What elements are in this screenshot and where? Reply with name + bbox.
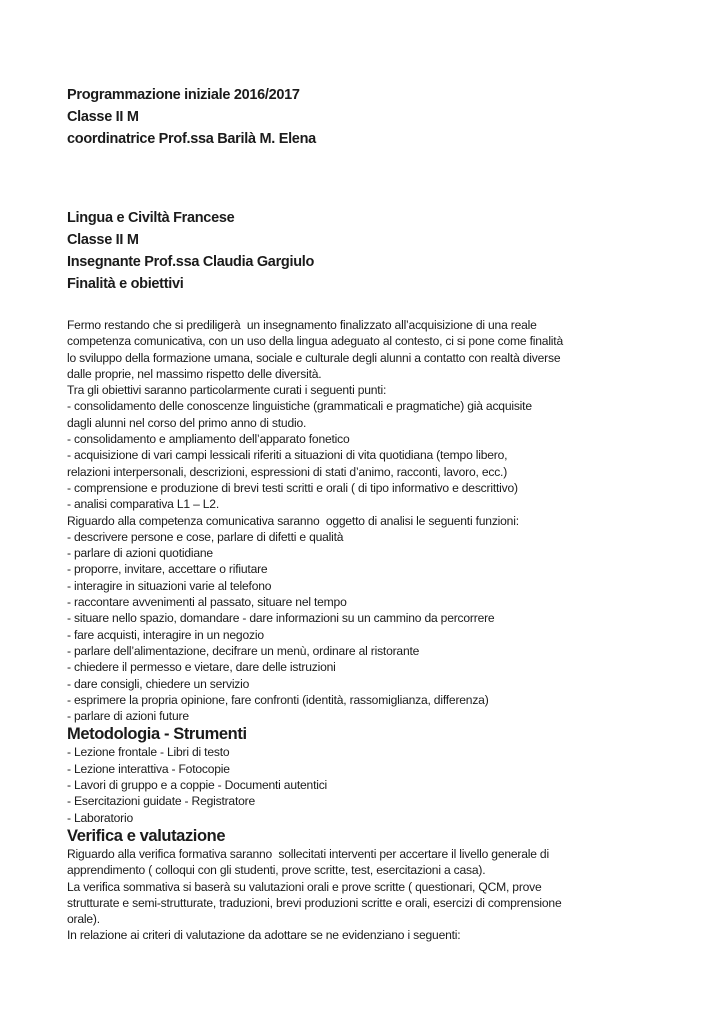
text-line: - acquisizione di vari campi lessicali riferiti a situazioni di vita quotidiana (tempo libero,	[67, 448, 508, 463]
text-line: coordinatrice Prof.ssa Barilà M. Elena	[67, 131, 316, 147]
text-line: - Laboratorio	[67, 810, 133, 825]
text-line: - dare consigli, chiedere un servizio	[67, 676, 250, 691]
text-line: In relazione ai criteri di valutazione da adottare se ne evidenziano i seguenti:	[67, 928, 461, 943]
text-line: Riguardo alla verifica formativa saranno sollecitati interventi per accertare il livello generale di	[67, 846, 549, 861]
text-line: relazioni interpersonali, descrizioni, espressioni di stati d’animo, racconti, lavoro, ecc.)	[67, 464, 508, 479]
text-line: strutturate e semi-strutturate, traduzioni, brevi produzioni scritte e orali, esercizi di comprensione	[67, 895, 562, 910]
text-line: Classe II M	[67, 109, 139, 125]
text-line: - situare nello spazio, domandare - dare informazioni su un cammino da percorrere	[67, 611, 495, 626]
text-line: orale).	[67, 912, 100, 927]
document-title-block	[67, 84, 672, 150]
text-line: - Lezione interattiva - Fotocopie	[67, 761, 230, 776]
section-verifica-body	[67, 846, 672, 944]
text-line: - consolidamento e ampliamento dell’apparato fonetico	[67, 432, 350, 447]
text-line: dagli alunni nel corso del primo anno di studio.	[67, 415, 307, 430]
text-line: - analisi comparativa L1 – L2.	[67, 497, 219, 512]
vertical-gap	[67, 295, 672, 317]
text-line: Finalità e obiettivi	[67, 276, 184, 292]
section-metodologia-body	[67, 744, 672, 825]
text-line: apprendimento ( colloqui con gli studenti, prove scritte, test, esercitazioni a casa).	[67, 863, 486, 878]
text-line: Fermo restando che si prediligerà un insegnamento finalizzato all’acquisizione di una reale	[67, 318, 537, 332]
text-line: - raccontare avvenimenti al passato, situare nel tempo	[67, 595, 347, 610]
text-line: - descrivere persone e cose, parlare di difetti e qualità	[67, 529, 344, 544]
course-header-block	[67, 207, 672, 295]
text-line: - comprensione e produzione di brevi testi scritti e orali ( di tipo informativo e descrittivo)	[67, 480, 518, 495]
text-line: La verifica sommativa si baserà su valutazioni orali e prove scritte ( questionari, QCM, prove	[67, 879, 542, 894]
text-line: - interagire in situazioni varie al telefono	[67, 578, 272, 593]
text-line: Insegnante Prof.ssa Claudia Gargiulo	[67, 254, 315, 270]
text-line: - Lezione frontale - Libri di testo	[67, 745, 230, 760]
text-line: - esprimere la propria opinione, fare confronti (identità, rassomiglianza, differenza)	[67, 692, 489, 707]
text-line: - parlare dell’alimentazione, decifrare un menù, ordinare al ristorante	[67, 643, 420, 658]
text-line: competenza comunicativa, con un uso della lingua adeguato al contesto, ci si pone come finalità	[67, 334, 563, 349]
section-finalita-body	[67, 317, 672, 724]
vertical-gap	[67, 150, 672, 207]
text-line: lo sviluppo della formazione umana, sociale e culturale degli alunni a contatto con realtà diverse	[67, 350, 561, 365]
text-line: Riguardo alla competenza comunicativa saranno oggetto di analisi le seguenti funzioni:	[67, 513, 519, 528]
section-heading-verifica: Verifica e valutazione	[67, 826, 226, 845]
text-line: - fare acquisti, interagire in un negozio	[67, 627, 264, 642]
text-line: - parlare di azioni quotidiane	[67, 546, 213, 561]
section-heading-metodologia: Metodologia - Strumenti	[67, 725, 247, 744]
text-line: Lingua e Civiltà Francese	[67, 210, 235, 226]
text-line: - proporre, invitare, accettare o rifiutare	[67, 562, 268, 577]
text-line: Programmazione iniziale 2016/2017	[67, 87, 300, 103]
text-line: - Lavori di gruppo e a coppie - Documenti autentici	[67, 778, 328, 793]
text-line: dalle proprie, nel massimo rispetto delle diversità.	[67, 366, 322, 381]
text-line: - chiedere il permesso e vietare, dare delle istruzioni	[67, 660, 336, 675]
text-line: - consolidamento delle conoscenze linguistiche (grammaticali e pragmatiche) già acquisite	[67, 399, 532, 414]
text-line: - parlare di azioni future	[67, 709, 189, 724]
text-line: Classe II M	[67, 232, 139, 248]
text-line: - Esercitazioni guidate - Registratore	[67, 794, 256, 809]
text-line: Tra gli obiettivi saranno particolarmente curati i seguenti punti:	[67, 383, 387, 398]
